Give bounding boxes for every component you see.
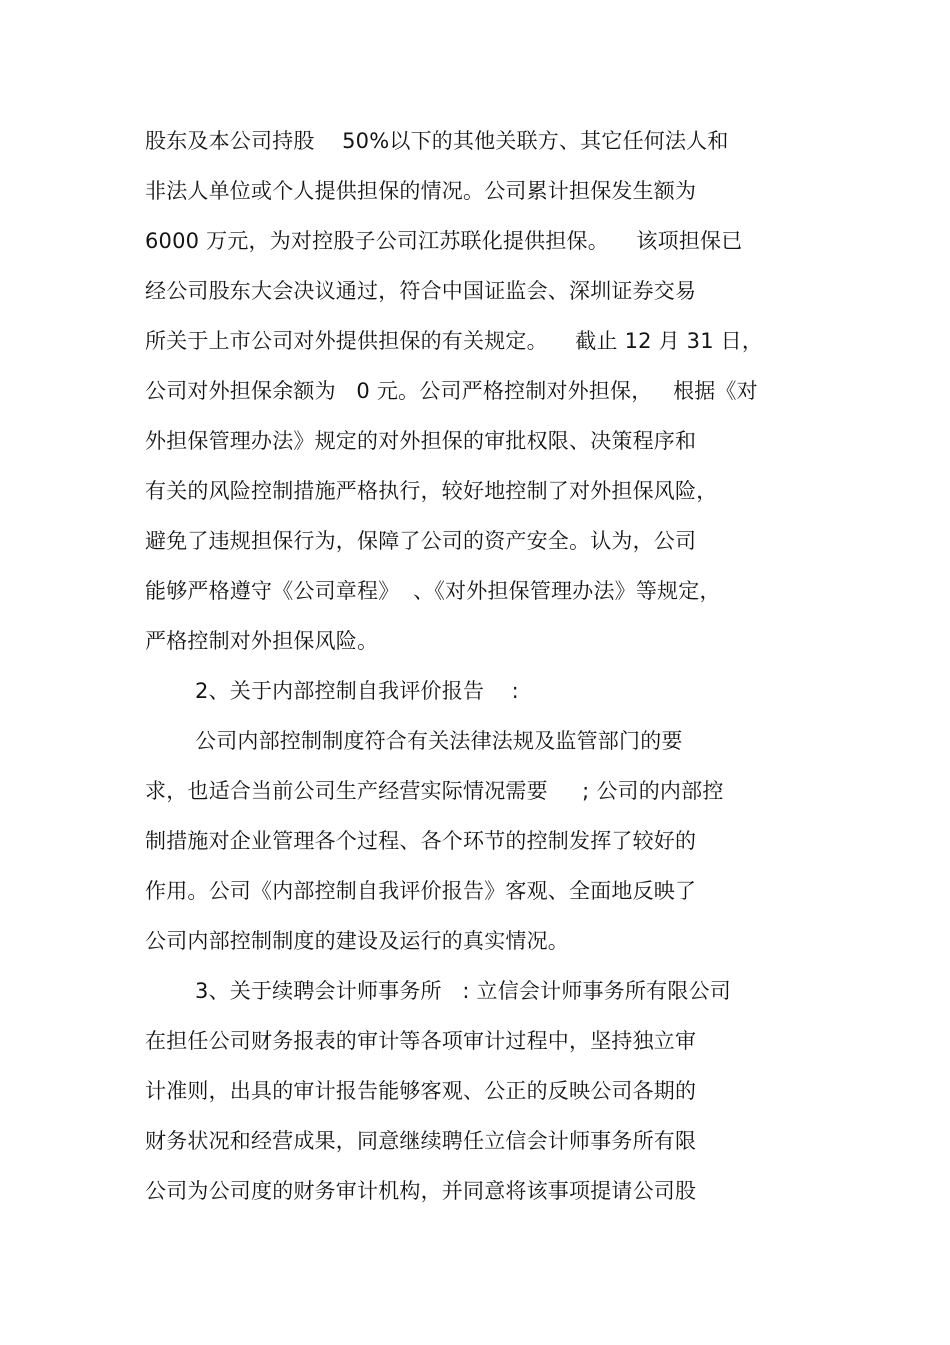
text-line: 公司内部控制制度的建设及运行的真实情况。 xyxy=(145,929,569,953)
text-line: 避免了违规担保行为，保障了公司的资产安全。认为，公司 xyxy=(145,529,697,553)
text-line: 公司为公司度的财务审计机构，并同意将该事项提请公司股 xyxy=(145,1179,697,1203)
text-line: 财务状况和经营成果，同意继续聘任立信会计师事务所有限 xyxy=(145,1129,697,1153)
text-line: 公司对外担保余额为 0 元。公司严格控制对外担保， 根据《对 xyxy=(145,379,758,403)
text-line: 公司内部控制制度符合有关法律法规及监管部门的要 xyxy=(195,729,683,753)
text-line: 有关的风险控制措施严格执行，较好地控制了对外担保风险， xyxy=(145,479,718,503)
section-heading: 2、关于内部控制自我评价报告 : xyxy=(195,679,519,703)
text-line: 所关于上市公司对外提供担保的有关规定。 截止 12 月 31 日， xyxy=(145,329,764,353)
text-line: 在担任公司财务报表的审计等各项审计过程中，坚持独立审 xyxy=(145,1029,697,1053)
text-line: 制措施对企业管理各个过程、各个环节的控制发挥了较好的 xyxy=(145,829,697,853)
text-line: 6000 万元，为对控股子公司江苏联化提供担保。 该项担保已 xyxy=(145,229,743,253)
text-line: 求，也适合当前公司生产经营实际情况需要 ; 公司的内部控 xyxy=(145,779,724,803)
text-line: 外担保管理办法》规定的对外担保的审批权限、决策程序和 xyxy=(145,429,697,453)
text-line: 严格控制对外担保风险。 xyxy=(145,629,379,653)
text-line: 计准则，出具的审计报告能够客观、公正的反映公司各期的 xyxy=(145,1079,697,1103)
text-line: 经公司股东大会决议通过，符合中国证监会、深圳证券交易 xyxy=(145,279,697,303)
section-heading: 3、关于续聘会计师事务所 : 立信会计师事务所有限公司 xyxy=(195,979,731,1003)
text-line: 股东及本公司持股 50%以下的其他关联方、其它任何法人和 xyxy=(145,129,729,153)
text-line: 非法人单位或个人提供担保的情况。公司累计担保发生额为 xyxy=(145,179,697,203)
text-line: 作用。公司《内部控制自我评价报告》客观、全面地反映了 xyxy=(145,879,697,903)
text-line: 能够严格遵守《公司章程》 、《对外担保管理办法》等规定， xyxy=(145,579,721,603)
